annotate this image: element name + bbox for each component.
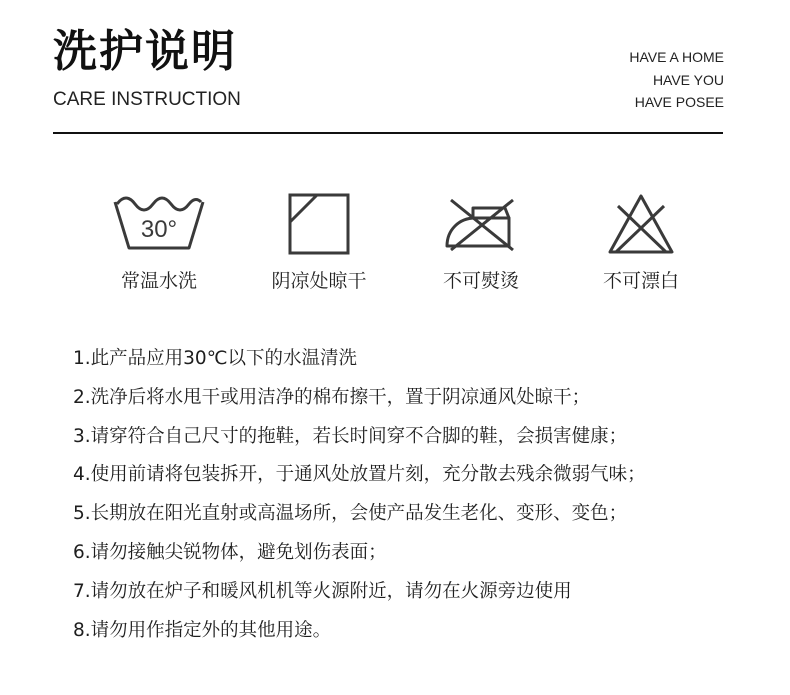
care-label: 不可熨烫	[442, 270, 519, 292]
page-title: 洗护说明	[53, 26, 237, 77]
care-item-wash	[84, 192, 234, 294]
instruction-item: 7.请勿放在炉子和暖风机机等火源附近，请勿在火源旁边使用	[73, 580, 572, 602]
instruction-item: 2.洗净后将水甩干或用洁净的棉布擦干，置于阴凉通风处晾干；	[73, 386, 591, 408]
instruction-item: 3.请穿符合自己尺寸的拖鞋，若长时间穿不合脚的鞋，会损害健康；	[73, 425, 628, 447]
instruction-item: 5.长期放在阳光直射或高温场所，会使产品发生老化、变形、变色；	[73, 503, 628, 525]
no-iron-icon	[443, 192, 519, 256]
slogan	[629, 46, 724, 114]
slogan-line: HAVE A HOME	[629, 49, 724, 65]
care-item-no-iron	[406, 192, 556, 294]
care-label: 阴凉处晾干	[271, 270, 367, 292]
care-label: 不可漂白	[602, 270, 679, 292]
slogan-line: HAVE YOU	[652, 71, 724, 88]
instruction-item: 8.请勿用作指定外的其他用途。	[73, 619, 332, 641]
header-divider	[53, 132, 723, 134]
instruction-list	[73, 340, 646, 650]
instruction-item: 1.此产品应用30℃以下的水温清洗	[73, 348, 357, 369]
care-label: 常温水洗	[120, 270, 197, 292]
care-item-shade-dry	[244, 192, 394, 294]
page-subtitle: CARE INSTRUCTION	[53, 89, 241, 110]
wash-temperature: 30°	[140, 216, 178, 243]
instruction-item: 6.请勿接触尖锐物体，避免划伤表面；	[73, 541, 387, 563]
slogan-line: HAVE POSEE	[634, 94, 724, 110]
care-item-no-bleach	[566, 192, 716, 294]
instruction-item: 4.使用前请将包装拆开，于通风处放置片刻，充分散去残余微弱气味；	[73, 464, 646, 486]
wash-30-icon	[111, 192, 207, 256]
no-bleach-icon	[606, 192, 676, 256]
shade-dry-icon	[287, 192, 351, 256]
